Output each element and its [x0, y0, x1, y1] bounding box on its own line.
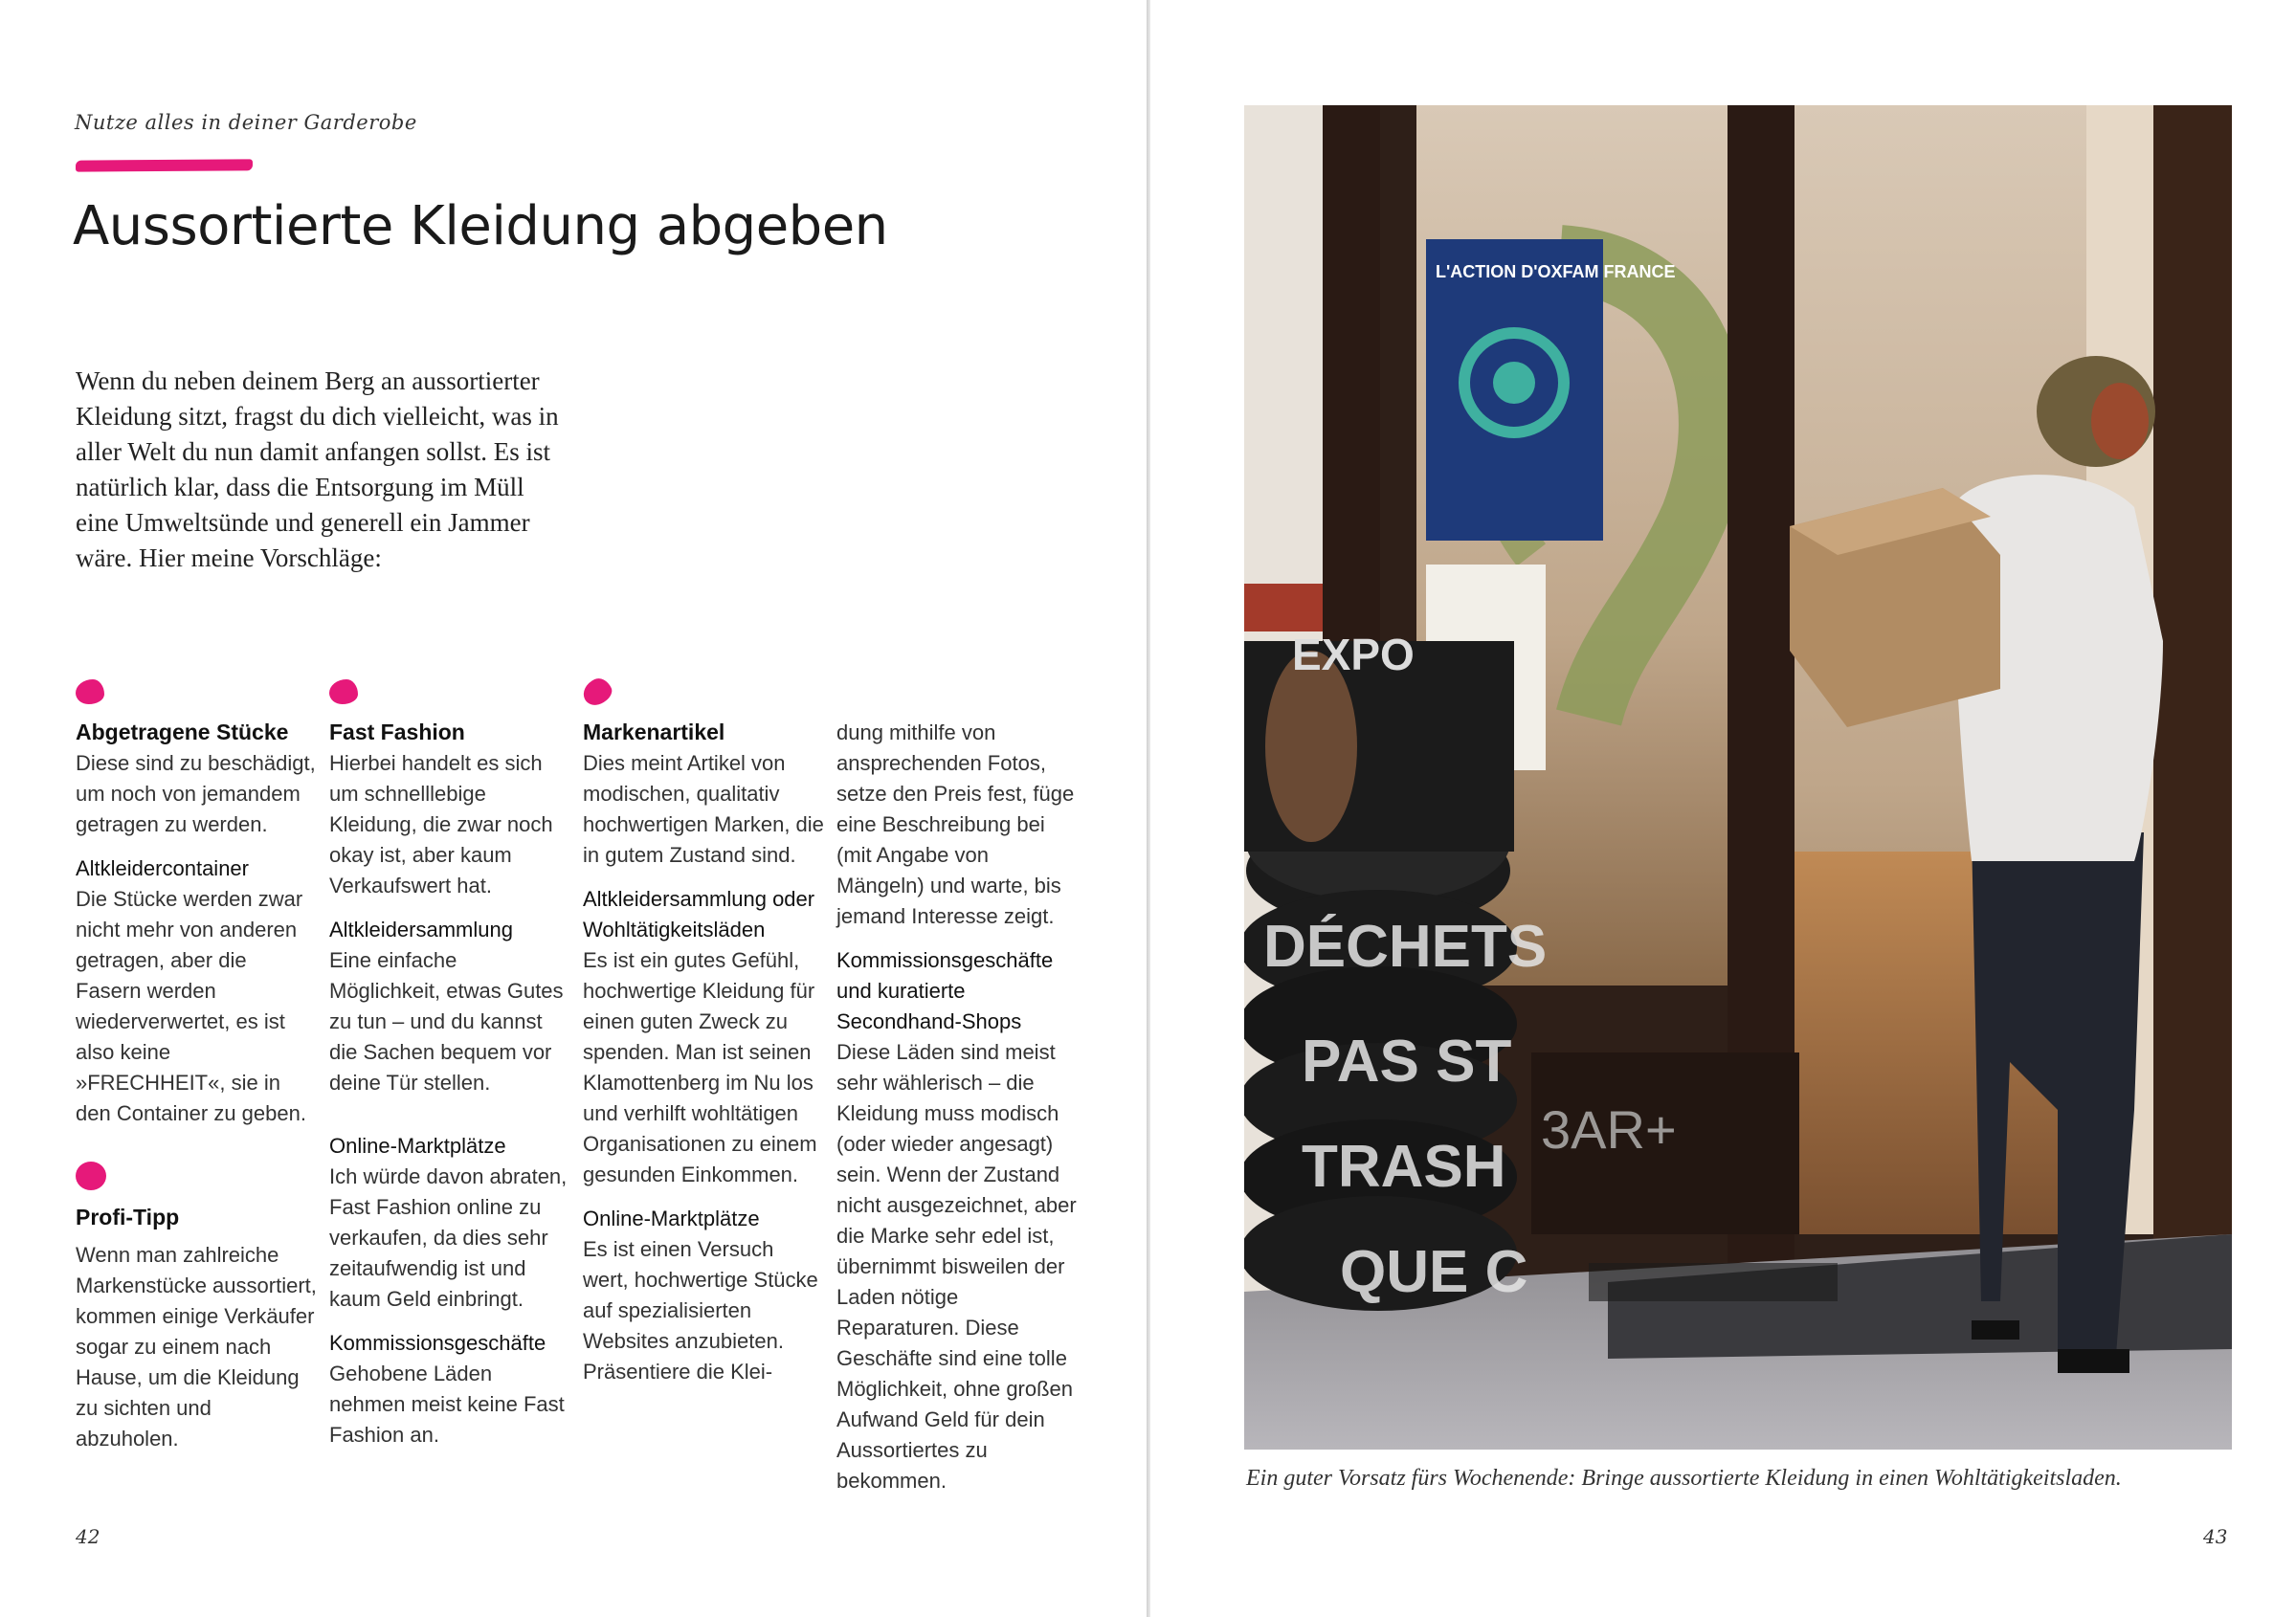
- subheading: Altkleidersammlung oder Wohltätigkeitsläden: [583, 887, 815, 941]
- graffiti-text: 3AR+: [1541, 1099, 1677, 1160]
- pink-blob-icon: [76, 679, 104, 704]
- tire-text-que-c: QUE C: [1340, 1239, 1528, 1305]
- poster-title: L'ACTION D'OXFAM FRANCE: [1436, 262, 1676, 281]
- tire-text-expo: EXPO: [1292, 630, 1415, 679]
- pink-blob-icon: [579, 675, 615, 709]
- subheading: Online-Marktplätze: [329, 1134, 506, 1158]
- section-heading: Fast Fashion: [329, 720, 465, 744]
- body-text: Gehobene Läden nehmen meist keine Fast Fashion an.: [329, 1362, 565, 1447]
- page-number-left: 42: [76, 1525, 100, 1548]
- body-text: dung mithilfe von ansprechenden Fotos, setze den Preis fest, füge eine Beschreibung bei (mit Angabe von Mängeln) und warte, bis jemand Interesse zeigt.: [836, 720, 1075, 928]
- accent-bar: [76, 159, 253, 171]
- shop-photo: [1244, 105, 2232, 1450]
- body-text: Es ist ein gutes Gefühl, hochwertige Kleidung für einen guten Zweck zu spenden. Man ist seinen Klamottenberg im Nu los und verhilft wohltätigen Organisationen zu einem gesunden Einkommen.: [583, 948, 817, 1186]
- body-text: Diese Läden sind meist sehr wählerisch – die Kleidung muss modisch (oder wieder angesagt) sein. Wenn der Zustand nicht ausgezeichnet, aber die Marke sehr edel ist, übernimmt bisweilen der Laden nötige Reparaturen. Diese Geschäfte sind eine tolle Möglichkeit, ohne großen Aufwand Geld für dein Aussortiertes zu bekommen.: [836, 1040, 1077, 1493]
- tire-text-dechets: DÉCHETS: [1263, 914, 1548, 980]
- subheading: Kommissionsgeschäfte: [329, 1331, 546, 1355]
- section-heading: Markenartikel: [583, 720, 725, 744]
- body-text: Dies meint Artikel von modischen, qualitativ hochwertigen Marken, die in gutem Zustand sind.: [583, 751, 824, 867]
- subheading: Altkleidercontainer: [76, 856, 249, 880]
- subheading: Online-Marktplätze: [583, 1207, 760, 1230]
- tip-heading: Profi-Tipp: [76, 1205, 180, 1229]
- column-brand-items: [583, 679, 824, 1387]
- body-text: Es ist einen Versuch wert, hochwertige Stücke auf spezialisierten Websites anzubieten. Präsentiere die Klei-: [583, 1237, 818, 1384]
- column-continued: [836, 718, 1078, 1496]
- tire-text-trash: TRASH: [1302, 1134, 1506, 1200]
- running-head: Nutze alles in deiner Garderobe: [75, 111, 417, 134]
- body-text: Diese sind zu beschädigt, um noch von jemandem getragen zu werden.: [76, 751, 316, 836]
- body-text: Die Stücke werden zwar nicht mehr von anderen getragen, aber die Fasern werden wiederverwertet, es ist also keine »FRECHHEIT«, sie in den Container zu geben.: [76, 887, 306, 1125]
- photo-caption: Ein guter Vorsatz fürs Wochenende: Bringe aussortierte Kleidung in einen Wohltätigkeitsladen.: [1246, 1466, 2122, 1491]
- page-number-right: 43: [2203, 1525, 2228, 1548]
- body-text: Hierbei handelt es sich um schnelllebige Kleidung, die zwar noch okay ist, aber kaum Verkaufswert hat.: [329, 751, 553, 897]
- body-text: Eine einfache Möglichkeit, etwas Gutes zu tun – und du kannst die Sachen bequem vor deine Tür stellen.: [329, 948, 564, 1095]
- subheading: Kommissionsgeschäfte und kuratierte Secondhand-Shops: [836, 948, 1054, 1033]
- pink-dot-icon: [76, 1162, 106, 1190]
- intro-paragraph: Wenn du neben deinem Berg an aussortierter Kleidung sitzt, fragst du dich vielleicht, was in aller Welt du nun damit anfangen sollst. Es ist natürlich klar, dass die Entsorgung im Müll eine Umweltsünde und generell ein Jammer wäre. Hier meine Vorschläge:: [76, 366, 559, 572]
- column-fast-fashion: [329, 679, 570, 1451]
- subheading: Altkleidersammlung: [329, 918, 513, 941]
- column-worn-items: [76, 679, 317, 1454]
- page-title: Aussortierte Kleidung abgeben: [73, 195, 888, 257]
- left-page: [0, 0, 1147, 1617]
- section-heading: Abgetragene Stücke: [76, 720, 289, 744]
- shop-photo-illustration: [1244, 105, 2232, 1450]
- pink-blob-icon: [329, 679, 358, 704]
- tip-text: Wenn man zahlreiche Markenstücke aussortiert, kommen einige Verkäufer sogar zu einem nach Hause, um die Kleidung zu sichten und abzuholen.: [76, 1243, 317, 1451]
- tire-text-pas-st: PAS ST: [1302, 1029, 1512, 1095]
- body-text: Ich würde davon abraten, Fast Fashion online zu verkaufen, da dies sehr zeitaufwendig ist und kaum Geld einbringt.: [329, 1164, 568, 1311]
